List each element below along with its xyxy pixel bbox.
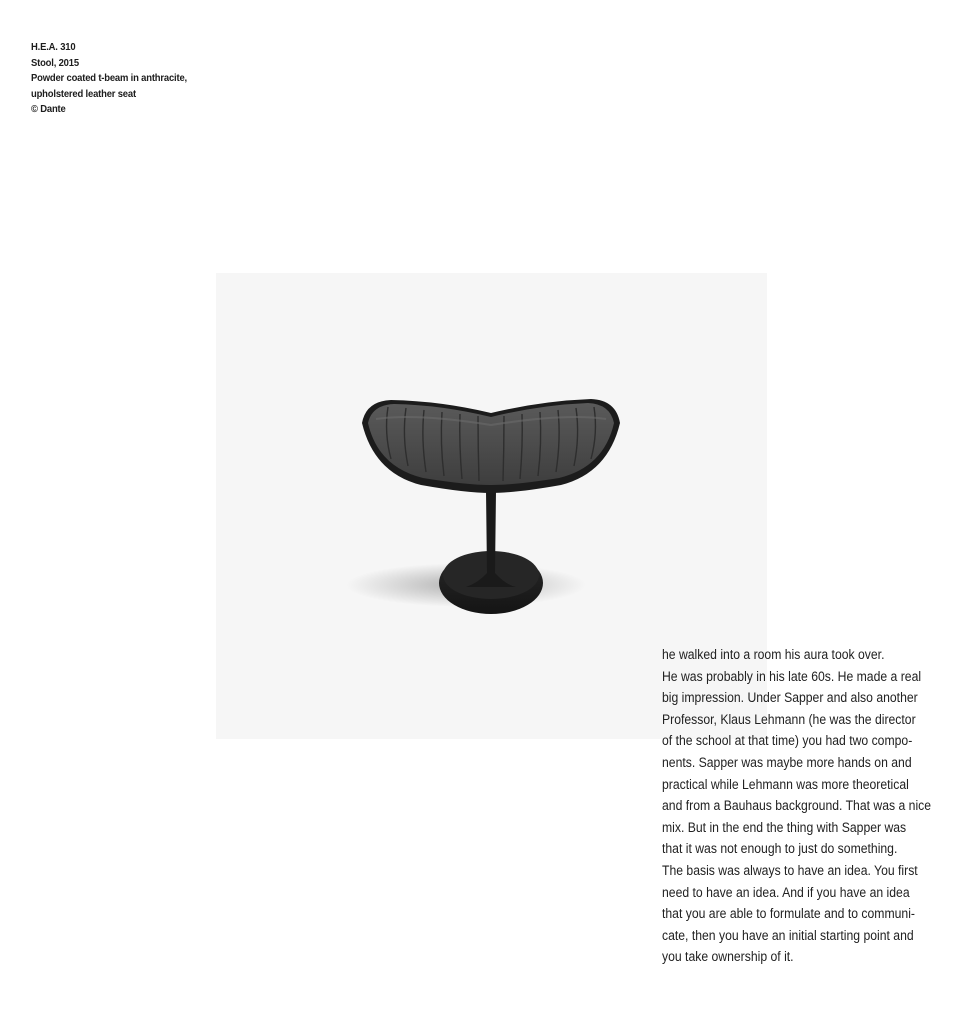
body-line: big impression. Under Sapper and also another [662, 690, 918, 707]
body-line: and from a Bauhaus background. That was a nice [662, 798, 932, 815]
body-line: that it was not enough to just do something. [662, 841, 898, 858]
body-line: cate, then you have an initial starting point and [662, 927, 914, 944]
caption-material-2: upholstered leather seat [31, 87, 136, 100]
image-caption [31, 40, 187, 118]
body-line: The basis was always to have an idea. You first [662, 862, 918, 879]
caption-credit: © Dante [31, 103, 66, 115]
body-line: Professor, Klaus Lehmann (he was the director [662, 711, 916, 728]
body-line: practical while Lehmann was more theoretical [662, 776, 909, 793]
article-body [662, 645, 932, 969]
caption-type-year: Stool, 2015 [31, 56, 79, 69]
body-line: He was probably in his late 60s. He made a real [662, 668, 922, 685]
caption-title: H.E.A. 310 [31, 41, 76, 53]
body-line: need to have an idea. And if you have an idea [662, 884, 910, 901]
body-line: nents. Sapper was maybe more hands on and [662, 754, 912, 771]
caption-material-1: Powder coated t-beam in anthracite, [31, 72, 187, 84]
body-line: you take ownership of it. [662, 949, 794, 966]
body-line: he walked into a room his aura took over. [662, 647, 885, 663]
body-line: that you are able to formulate and to communi- [662, 906, 915, 923]
body-line: of the school at that time) you had two compo- [662, 733, 913, 750]
body-line: mix. But in the end the thing with Sapper was [662, 819, 907, 836]
